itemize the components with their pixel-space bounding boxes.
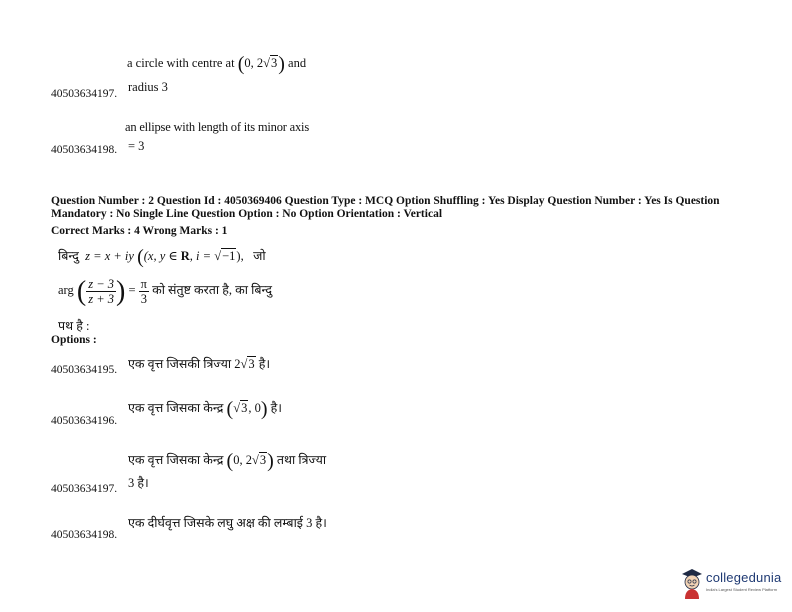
option-196-id: 40503634196. [51, 415, 118, 427]
question-marks: Correct Marks : 4 Wrong Marks : 1 [51, 225, 228, 237]
prev-option-198-line1: an ellipse with length of its minor axis [125, 120, 309, 134]
question-meta-line1: Question Number : 2 Question Id : 4050369406 Question Type : MCQ Option Shuffling : Yes Display Question Number : Yes Is Question [51, 195, 720, 207]
options-label: Options : [51, 334, 97, 346]
option-197-line1: एक वृत्त जिसका केन्द्र (0, 2√3) तथा त्रिज्या [128, 450, 327, 472]
collegedunia-logo [680, 566, 788, 604]
fraction-pi: $\frac{\pi}{3}$ [140, 276, 147, 306]
question-meta-line2: Mandatory : No Single Line Question Option : No Option Orientation : Vertical [51, 208, 443, 220]
prev-option-198-line2: = 3 [128, 139, 145, 153]
prev-option-197-line2: radius 3 [128, 80, 168, 94]
question-line3: पथ है : [58, 319, 90, 333]
option-196-text: एक वृत्त जिसका केन्द्र (√3, 0) है। [128, 398, 282, 420]
prev-option-197-line1: a circle with centre at (0, 2√3) and [127, 53, 307, 75]
option-198-text: एक दीर्घवृत्त जिसके लघु अक्ष की लम्बाई 3 है। [128, 516, 327, 530]
option-195-id: 40503634195. [51, 364, 118, 376]
student-mascot-icon [680, 566, 704, 600]
option-197-line2: 3 है। [128, 476, 149, 490]
option-195-text: एक वृत्त जिसकी त्रिज्या 2√3 है। [128, 357, 271, 371]
prev-option-198-id: 40503634198. [51, 144, 118, 156]
prev-option-197-id: 40503634197. [51, 88, 118, 100]
option-198-id: 40503634198. [51, 529, 118, 541]
option-197-id: 40503634197. [51, 483, 118, 495]
fraction-z: $\frac{z - 3}{z + 3}$ [88, 276, 115, 306]
question-line2: arg ( $\frac{z - 3}{z + 3}$ ) = $\frac{\pi}{3}$ को संतुष्ट करता है, का बिन्दु [58, 276, 272, 307]
logo-tagline: India's Largest Student Review Platform [706, 587, 778, 592]
question-line1: बिन्दु z = x + iy ((x, y ∈ R, i = √−1), जो [58, 246, 266, 268]
logo-wordmark: collegedunia [706, 570, 782, 585]
